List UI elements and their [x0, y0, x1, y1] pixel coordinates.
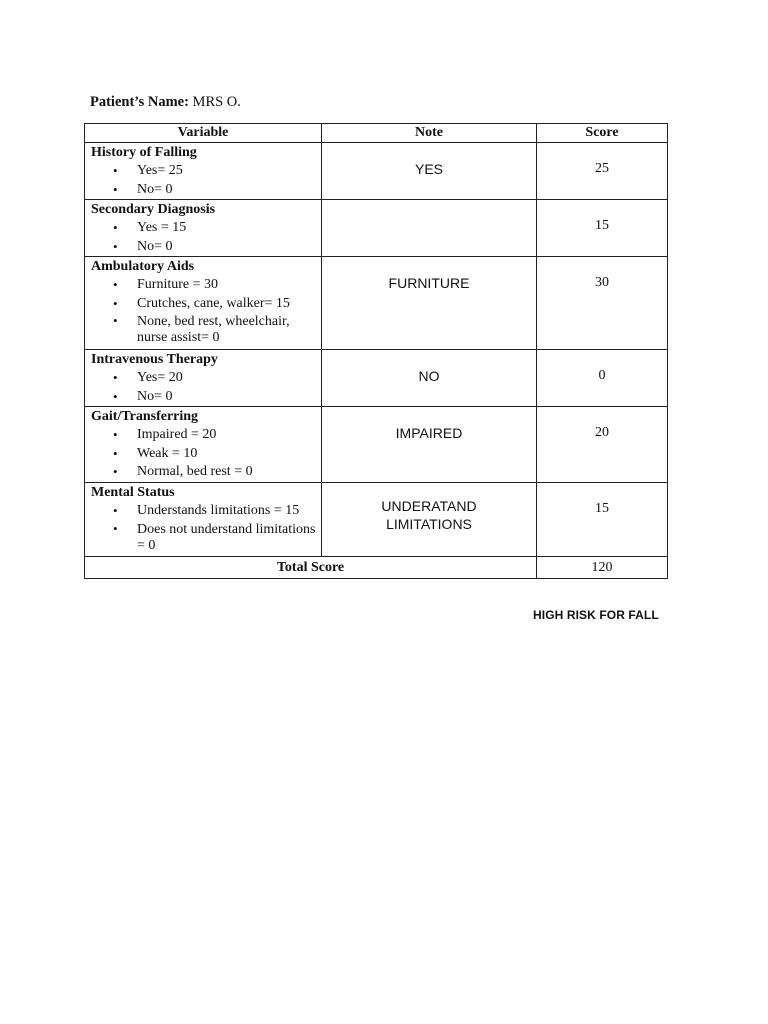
- bullet-icon: •: [113, 520, 118, 536]
- option-list: [91, 426, 317, 482]
- fall-risk-table: [84, 123, 668, 579]
- option-item: • Does not understand limitations = 0: [113, 520, 316, 553]
- note-cell: [322, 483, 537, 557]
- option-item: • Furniture = 30: [91, 276, 317, 295]
- variable-cell: [85, 257, 322, 350]
- table-row-history-of-falling: [85, 143, 668, 200]
- variable-title: Mental Status: [91, 485, 175, 500]
- option-item: • No= 0: [91, 388, 317, 407]
- bullet-icon: •: [113, 277, 118, 292]
- bullet-icon: •: [113, 163, 118, 178]
- option-list: [91, 276, 317, 347]
- patient-name-label: Patient’s Name:: [90, 94, 189, 110]
- score-cell: 15: [537, 200, 668, 257]
- score-cell: 30: [537, 257, 668, 350]
- bullet-icon: •: [113, 503, 118, 518]
- note-cell: FURNITURE: [322, 257, 537, 350]
- bullet-icon: •: [113, 464, 118, 479]
- bullet-icon: •: [113, 238, 118, 254]
- patient-name-value: MRS O.: [192, 94, 241, 110]
- bullet-icon: •: [113, 181, 118, 197]
- note-cell: YES: [322, 143, 537, 200]
- option-list: [91, 219, 317, 256]
- total-score-label: Total Score: [85, 557, 537, 579]
- bullet-icon: •: [113, 313, 118, 328]
- patient-name-line: [90, 94, 241, 111]
- table-row-mental-status: [85, 483, 668, 557]
- option-list: [91, 369, 317, 406]
- variable-cell: [85, 483, 322, 557]
- note-cell: [322, 200, 537, 257]
- option-item: • Yes = 15: [91, 219, 317, 238]
- option-item: • Yes= 20: [91, 369, 317, 388]
- option-list: [91, 502, 317, 555]
- bullet-icon: •: [113, 388, 118, 404]
- variable-cell: [85, 200, 322, 257]
- option-item: • None, bed rest, wheelchair, nurse assist= 0: [113, 313, 290, 345]
- variable-title: Ambulatory Aids: [91, 259, 195, 274]
- option-item: • Understands limitations = 15: [91, 502, 317, 521]
- table-row-gait-transferring: [85, 407, 668, 483]
- variable-cell: [85, 407, 322, 483]
- header-variable: Variable: [85, 124, 322, 143]
- variable-cell: [85, 143, 322, 200]
- score-cell: 0: [537, 350, 668, 407]
- bullet-icon: •: [113, 220, 118, 235]
- variable-title: Intravenous Therapy: [91, 352, 218, 367]
- option-item: • Impaired = 20: [91, 426, 317, 445]
- table-row-intravenous-therapy: [85, 350, 668, 407]
- option-item: • Weak = 10: [91, 445, 317, 464]
- bullet-icon: •: [113, 295, 118, 311]
- bullet-icon: •: [113, 370, 118, 385]
- table-row-secondary-diagnosis: [85, 200, 668, 257]
- variable-title: Gait/Transferring: [91, 409, 199, 424]
- note-line: UNDERATAND: [381, 498, 477, 514]
- option-item: • Yes= 25: [91, 162, 317, 181]
- header-score: Score: [537, 124, 668, 143]
- total-score-value: 120: [537, 557, 668, 579]
- option-item: • No= 0: [91, 181, 317, 200]
- score-cell: 15: [537, 483, 668, 557]
- option-item: • Normal, bed rest = 0: [91, 463, 317, 482]
- note-cell: IMPAIRED: [322, 407, 537, 483]
- variable-title: Secondary Diagnosis: [91, 202, 216, 217]
- note-line: LIMITATIONS: [386, 516, 472, 532]
- risk-assessment-text: HIGH RISK FOR FALL: [533, 608, 659, 622]
- option-item: • Crutches, cane, walker= 15: [91, 295, 317, 314]
- total-row: [85, 557, 668, 579]
- score-cell: 20: [537, 407, 668, 483]
- bullet-icon: •: [113, 427, 118, 442]
- score-cell: 25: [537, 143, 668, 200]
- note-cell: NO: [322, 350, 537, 407]
- header-note: Note: [322, 124, 537, 143]
- option-item: • No= 0: [91, 238, 317, 257]
- variable-cell: [85, 350, 322, 407]
- table-header-row: [85, 124, 668, 143]
- table-row-ambulatory-aids: [85, 257, 668, 350]
- variable-title: History of Falling: [91, 145, 197, 160]
- option-list: [91, 162, 317, 199]
- bullet-icon: •: [113, 445, 118, 461]
